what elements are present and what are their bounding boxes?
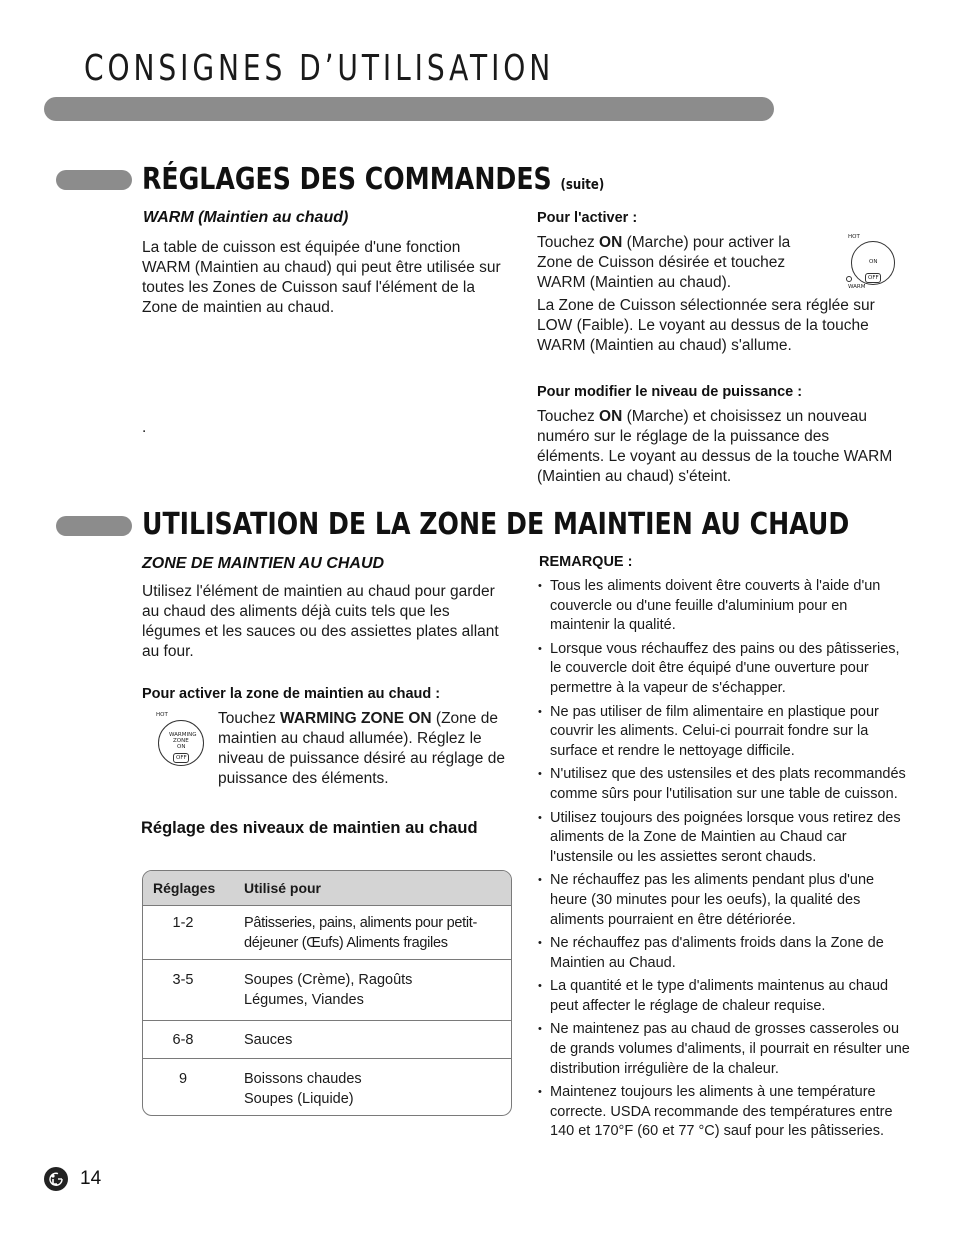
list-item: • Lorsque vous réchauffez des pains ou des pâtisseries, le couvercle doit être équipé d'une ouverture pour permettre à la vapeur de s'échapper. <box>538 640 910 699</box>
zone-intro: Utilisez l'élément de maintien au chaud pour garder au chaud des aliments déjà cuits tels que les légumes et les sauces ou des assiettes plates allant au four. <box>142 583 499 660</box>
table-header-usage: Utilisé pour <box>244 880 322 896</box>
zone-activate-text: Touchez WARMING ZONE ON (Zone de maintien au chaud allumée). Réglez le niveau de puissance désiré au réglage de puissance des éléments. <box>218 710 505 787</box>
hot-label: HOT <box>156 712 168 718</box>
zone-subtitle: ZONE DE MAINTIEN AU CHAUD <box>142 555 385 572</box>
table-cell-usage: Sauces <box>244 1032 293 1048</box>
off-label: OFF <box>176 755 187 761</box>
warming-label: WARMING <box>169 732 197 738</box>
on-label: ON <box>869 259 878 265</box>
off-label: OFF <box>868 275 879 281</box>
warm-label: WARM <box>848 284 866 290</box>
table-cell-usage: Soupes (Crème), Ragoûts Légumes, Viandes <box>244 972 413 1008</box>
list-item: • Ne réchauffez pas les aliments pendant plus d'une heure (30 minutes pour les oeufs), la qualité des aliments pourraient en être détériorée. <box>538 871 910 930</box>
table-cell-setting: 3-5 <box>172 972 194 988</box>
zone-label: ZONE <box>173 738 189 744</box>
section-title-suffix: (suite) <box>560 177 605 193</box>
warm-control-icon <box>845 232 901 290</box>
lg-logo-icon <box>44 1167 68 1191</box>
page-title: CONSIGNES D’UTILISATION <box>84 48 555 89</box>
table-cell-setting: 9 <box>178 1071 188 1087</box>
table-row <box>143 906 511 960</box>
modify-text: Touchez ON (Marche) et choisissez un nouveau numéro sur le réglage de la puissance des éléments. Le voyant au dessus de la touche WARM (Maintien au chaud) s'éteint. <box>537 408 893 485</box>
section-marker <box>56 516 132 536</box>
list-item: • Ne réchauffez pas d'aliments froids dans la Zone de Maintien au Chaud. <box>538 934 910 973</box>
remarque-heading: REMARQUE : <box>539 554 633 570</box>
section-title-controls: RÉGLAGES DES COMMANDES (suite) <box>142 162 605 197</box>
activate-result-text: La Zone de Cuisson sélectionnée sera réglée sur LOW (Faible). Le voyant au dessus de la touche WARM (Maintien au chaud) s'allume. <box>537 297 875 354</box>
table-cell-setting: 6-8 <box>172 1032 194 1048</box>
table-header-settings: Réglages <box>153 880 216 896</box>
table-row <box>143 1059 511 1116</box>
list-item: • La quantité et le type d'aliments maintenus au chaud peut affecter le réglage de chaleur requise. <box>538 977 910 1016</box>
list-item: • Maintenez toujours les aliments à une température correcte. USDA recommande des températures entre 140 et 170°F (60 et 77 °C) sauf pour les pâtisseries. <box>538 1083 910 1142</box>
indicator-light-icon <box>846 276 852 282</box>
section-title-warming-zone: UTILISATION DE LA ZONE DE MAINTIEN AU CHAUD <box>142 507 850 542</box>
header-bar <box>44 97 774 121</box>
section-marker <box>56 170 132 190</box>
zone-activate-heading: Pour activer la zone de maintien au chaud : <box>142 686 441 702</box>
table-cell-usage: Boissons chaudes Soupes (Liquide) <box>244 1071 362 1107</box>
list-item: • Ne maintenez pas au chaud de grosses casseroles ou de grands volumes d'aliments, il pourrait en résulter une distribution irrégulière de la chaleur. <box>538 1020 910 1079</box>
notes-list <box>538 577 910 1146</box>
table-header <box>143 871 511 906</box>
activate-heading: Pour l'activer : <box>537 210 638 226</box>
on-label: ON <box>177 744 186 750</box>
list-item: • Utilisez toujours des poignées lorsque vous retirez des aliments de la Zone de Maintien au Chaud car l'ustensile ou les assiettes seront chauds. <box>538 809 910 868</box>
warm-subtitle: WARM (Maintien au chaud) <box>143 209 349 226</box>
activate-text: Touchez ON (Marche) pour activer la Zone de Cuisson désirée et touchez WARM (Maintien au chaud). <box>537 234 791 291</box>
list-item: • Ne pas utiliser de film alimentaire en plastique pour couvrir les aliments. Celui-ci pourrait fondre sur la surface et rendre le nettoyage difficile. <box>538 703 910 762</box>
table-cell-usage: Pâtisseries, pains, aliments pour petit-déjeuner (Œufs) Aliments fragiles <box>244 915 477 951</box>
page-number: 14 <box>80 1168 102 1189</box>
levels-heading: Réglage des niveaux de maintien au chaud <box>141 819 478 837</box>
list-item: • N'utilisez que des ustensiles et des plats recommandés comme sûrs pour l'utilisation sur une table de cuisson. <box>538 765 910 804</box>
table-row <box>143 1021 511 1059</box>
warming-zone-control-icon <box>156 712 208 770</box>
table-cell-setting: 1-2 <box>172 915 194 931</box>
warming-levels-table <box>142 870 512 1116</box>
table-row <box>143 960 511 1021</box>
hot-label: HOT <box>848 234 860 240</box>
warm-intro: La table de cuisson est équipée d'une fonction WARM (Maintien au chaud) qui peut être utilisée sur toutes les Zones de Cuisson sauf l'élément de la Zone de maintien au chaud. <box>142 239 501 316</box>
list-item: • Tous les aliments doivent être couverts à l'aide d'un couvercle ou d'une feuille d'aluminium pour en maintenir la qualité. <box>538 577 910 636</box>
stray-dot: . <box>142 419 147 436</box>
modify-heading: Pour modifier le niveau de puissance : <box>537 384 803 400</box>
